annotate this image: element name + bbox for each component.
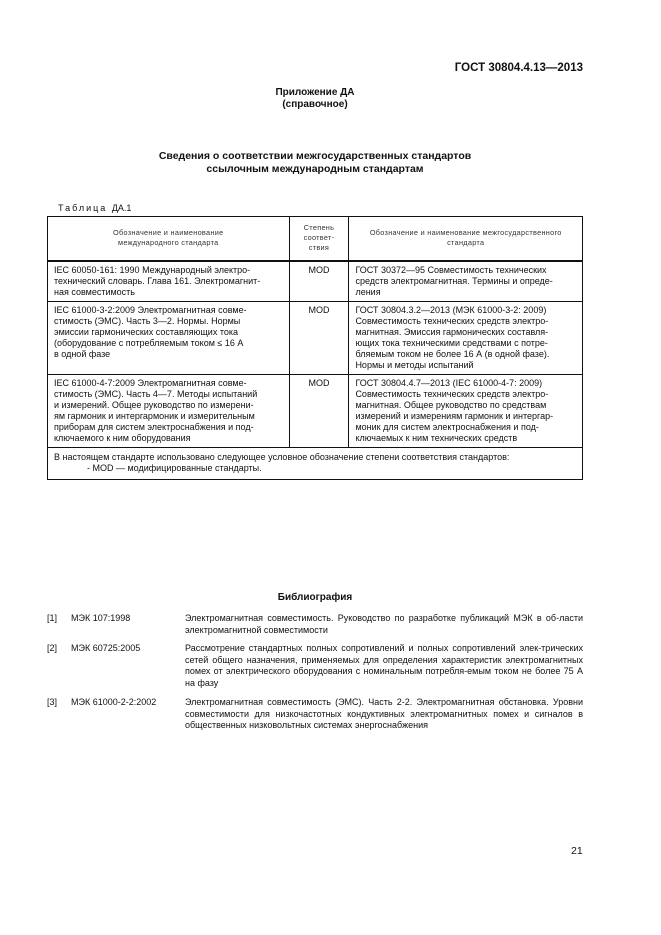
cell-line: ключаемого к ним оборудования (54, 432, 191, 443)
cell-intl (48, 301, 290, 374)
appendix-title: Приложение ДА (275, 87, 355, 98)
bibliography-item (47, 697, 583, 733)
note-line: - MOD — модифицированные стандарты. (87, 462, 262, 473)
cell-intl (48, 374, 290, 447)
cell-line: ющих тока техническими средствами с потре- (355, 337, 548, 348)
bibliography-item (47, 643, 583, 691)
bibliography-item (47, 613, 583, 637)
table-label-number: ДА.1 (111, 203, 132, 213)
cell-line: и измерений. Общее руководство по измерени- (54, 399, 254, 410)
cell-line: ГОСТ 30804.4.7—2013 (IEC 61000-4-7: 2009) (355, 377, 543, 388)
table-note (48, 447, 583, 479)
table-row (48, 374, 583, 447)
cell-line: ям гармоник и интергармоник и измерительным (54, 410, 255, 421)
bib-code: МЭК 107:1998 (71, 613, 131, 623)
table-label-word: Таблица (58, 203, 108, 213)
cell-line: Нормы и методы испытаний (355, 359, 474, 370)
page-number: 21 (571, 845, 583, 857)
cell-degree: MOD (289, 374, 349, 447)
cell-line: магнитная. Общее руководство по средствам (355, 399, 547, 410)
cell-degree: MOD (289, 261, 349, 302)
table-row (48, 261, 583, 302)
cell-line: (оборудование с потребляемым током ≤ 16 А (54, 337, 244, 348)
bib-text: Электромагнитная совместимость (ЭМС). Часть 2-2. Электромагнитная обстановка. Уровни совместимости для низкочастотных кондуктивных электромагнитных помех и сигналов в общественных низковольтных системах энергоснабжения (185, 697, 583, 730)
cell-line: ключаемых к ним технических средств (355, 432, 518, 443)
header-text: Обозначение и наименование межгосударственного (369, 228, 562, 238)
note-line: В настоящем стандарте использовано следующее условное обозначение степени соответствия стандартов: (54, 451, 510, 462)
section-title-line-1: Сведения о соответствии межгосударственных стандартов (158, 150, 472, 162)
cell-interstate (349, 261, 583, 302)
header-text: международного стандарта (118, 238, 219, 248)
bib-code: МЭК 61000-2-2:2002 (71, 697, 157, 707)
bib-text: Электромагнитная совместимость. Руководство по разработке публикаций МЭК в об-ласти электромагнитной совместимости (185, 613, 583, 635)
correspondence-table (47, 216, 583, 480)
cell-line: ления (355, 286, 381, 297)
cell-degree: MOD (289, 301, 349, 374)
appendix-subtitle: (справочное) (282, 99, 348, 110)
cell-line: приборам для систем электроснабжения и под- (54, 421, 254, 432)
cell-line: IEC 60050-161: 1990 Международный электро- (54, 264, 251, 275)
table-header-row (48, 217, 583, 261)
table-note-row (48, 447, 583, 479)
bib-number: [1] (47, 613, 58, 623)
header-text: соответ- (303, 233, 335, 243)
cell-line: технический словарь. Глава 161. Электромагнит- (54, 275, 261, 286)
header-interstate-standard (349, 217, 583, 261)
appendix-heading (0, 87, 630, 111)
table-label (58, 203, 131, 213)
cell-line: Совместимость технических средств электро- (355, 315, 549, 326)
header-intl-standard (48, 217, 290, 261)
header-degree (289, 217, 349, 261)
cell-line: измерений и измерениям гармоник и интергар- (355, 410, 554, 421)
cell-line: моник для систем электроснабжения и под- (355, 421, 539, 432)
bib-code: МЭК 60725:2005 (71, 643, 141, 653)
header-text: стандарта (447, 238, 485, 248)
document-code: ГОСТ 30804.4.13—2013 (454, 62, 583, 74)
cell-line: магнитная. Эмиссия гармонических составля- (355, 326, 549, 337)
table-row (48, 301, 583, 374)
bib-number: [2] (47, 643, 58, 653)
section-title-line-2: ссылочным международным стандартам (206, 163, 424, 175)
cell-intl (48, 261, 290, 302)
header-text: ствия (308, 243, 330, 253)
cell-line: ГОСТ 30804.3.2—2013 (МЭК 61000-3-2: 2009) (355, 304, 547, 315)
cell-line: IEC 61000-3-2:2009 Электромагнитная совме- (54, 304, 247, 315)
cell-line: Совместимость технических средств электро- (355, 388, 549, 399)
section-title (0, 150, 630, 176)
cell-line: стимость (ЭМС). Часть 3—2. Нормы. Нормы (54, 315, 241, 326)
cell-interstate (349, 301, 583, 374)
bib-number: [3] (47, 697, 58, 707)
cell-line: стимость (ЭМС). Часть 4—7. Методы испытаний (54, 388, 258, 399)
bib-text: Рассмотрение стандартных полных сопротивлений и полных сопротивлений элек-трических сетей общего назначения, применяемых для определения характеристик электромагнитных помех от электрического оборудования с номинальным потребля-емым током не более 75 А на фазу (185, 643, 583, 688)
cell-line: эмиссии гармонических составляющих тока (54, 326, 238, 337)
header-text: Степень (303, 223, 335, 233)
cell-line: IEC 61000-4-7:2009 Электромагнитная совме- (54, 377, 247, 388)
cell-line: средств электромагнитная. Термины и опреде- (355, 275, 553, 286)
header-text: Обозначение и наименование (113, 228, 224, 238)
cell-line: в одной фазе (54, 348, 111, 359)
bibliography-title: Библиография (277, 592, 353, 603)
cell-line: бляемым током не более 16 А (в одной фазе). (355, 348, 550, 359)
cell-interstate (349, 374, 583, 447)
cell-line: ГОСТ 30372—95 Совместимость технических (355, 264, 547, 275)
cell-line: ная совместимость (54, 286, 135, 297)
